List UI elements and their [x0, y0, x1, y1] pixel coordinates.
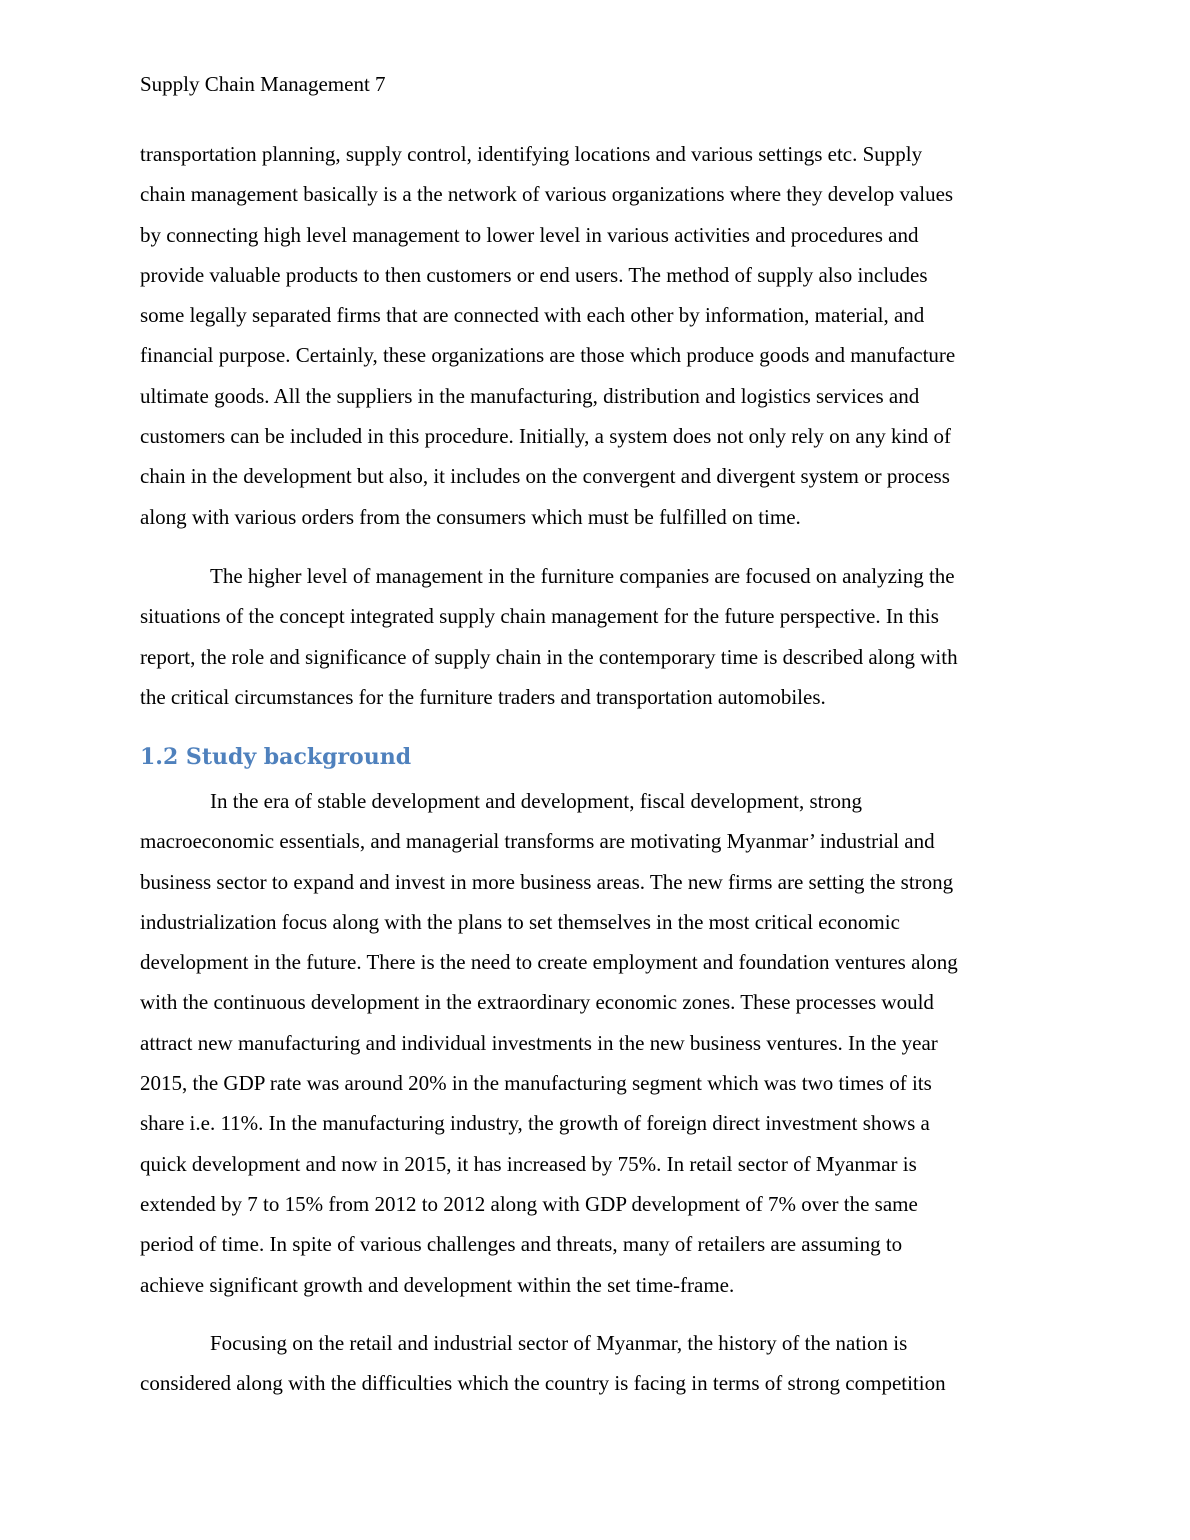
text-line: considered along with the difficulties which the country is facing in terms of strong competition — [140, 1371, 946, 1396]
text-line: Focusing on the retail and industrial sector of Myanmar, the history of the nation is — [210, 1331, 908, 1355]
text-line: The higher level of management in the furniture companies are focused on analyzing the — [210, 564, 955, 588]
text-line: customers can be included in this procedure. Initially, a system does not only rely on any kind of — [140, 424, 952, 449]
text-line: achieve significant growth and development within the set time-frame. — [140, 1272, 735, 1297]
text-line: industrialization focus along with the plans to set themselves in the most critical economic — [140, 909, 900, 934]
text-line: macroeconomic essentials, and managerial transforms are motivating Myanmar’ industrial and — [140, 829, 935, 854]
text-line: ultimate goods. All the suppliers in the manufacturing, distribution and logistics services and — [140, 383, 920, 408]
text-line: the critical circumstances for the furniture traders and transportation automobiles. — [140, 684, 826, 709]
text-line: report, the role and significance of supply chain in the contemporary time is described along with — [140, 644, 958, 669]
text-line: chain in the development but also, it includes on the convergent and divergent system or process — [140, 464, 950, 489]
text-line: extended by 7 to 15% from 2012 to 2012 along with GDP development of 7% over the same — [140, 1191, 918, 1216]
text-line: chain management basically is a the network of various organizations where they develop values — [140, 182, 954, 207]
text-line: development in the future. There is the need to create employment and foundation ventures along — [140, 950, 958, 975]
text-line: business sector to expand and invest in more business areas. The new firms are setting the strong — [140, 869, 954, 894]
text-line: some legally separated firms that are connected with each other by information, material, and — [140, 303, 925, 328]
text-line: financial purpose. Certainly, these organizations are those which produce goods and manufacture — [140, 343, 956, 368]
text-line: 2015, the GDP rate was around 20% in the manufacturing segment which was two times of its — [140, 1071, 932, 1096]
paragraph-study-background — [140, 781, 1055, 1305]
text-line: period of time. In spite of various challenges and threats, many of retailers are assuming to — [140, 1232, 903, 1257]
text-line: by connecting high level management to lower level in various activities and procedures and — [140, 222, 919, 247]
running-header: Supply Chain Management 7 — [140, 72, 386, 96]
text-line: provide valuable products to then customers or end users. The method of supply also includes — [140, 262, 928, 287]
paragraph-retail-industrial-focus — [140, 1323, 1055, 1404]
section-heading: 1.2 Study background — [140, 744, 412, 770]
text-line: In the era of stable development and development, fiscal development, strong — [210, 789, 862, 813]
text-line: transportation planning, supply control, identifying locations and various settings etc. Supply — [140, 142, 923, 166]
text-line: quick development and now in 2015, it has increased by 75%. In retail sector of Myanmar is — [140, 1151, 917, 1176]
text-line: along with various orders from the consumers which must be fulfilled on time. — [140, 504, 801, 529]
paragraph-management-focus — [140, 556, 1055, 717]
paragraph-supply-chain-definition — [140, 134, 1055, 537]
text-line: attract new manufacturing and individual investments in the new business ventures. In the year — [140, 1030, 938, 1055]
text-line: with the continuous development in the extraordinary economic zones. These processes would — [140, 990, 934, 1015]
text-line: situations of the concept integrated supply chain management for the future perspective. In this — [140, 604, 939, 629]
text-line: share i.e. 11%. In the manufacturing industry, the growth of foreign direct investment shows a — [140, 1111, 930, 1136]
